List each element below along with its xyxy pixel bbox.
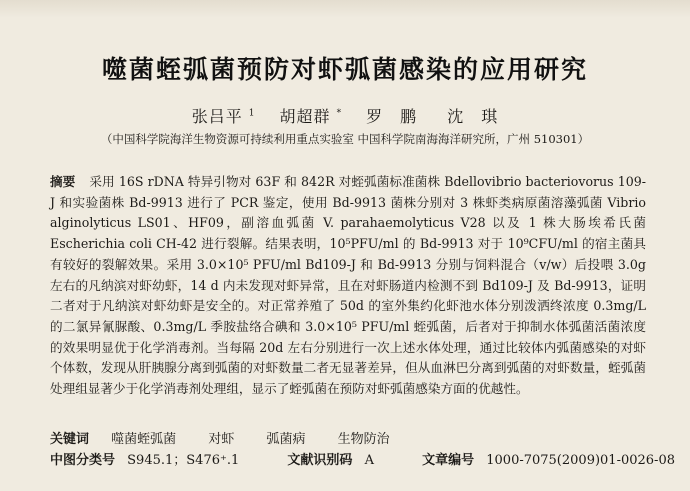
article-no-value: 1000-7075(2009)01-0026-08: [486, 453, 675, 468]
abstract: [50, 172, 646, 400]
author: 张吕平 $^1$: [191, 107, 256, 126]
author: 罗 鹏: [366, 107, 418, 126]
author: 胡超群 *: [279, 107, 343, 126]
paper-title: 噬菌蛭弧菌预防对虾弧菌感染的应用研究: [101, 55, 588, 84]
author: 沈 琪: [447, 107, 499, 126]
keywords-label: 关键词: [50, 432, 90, 447]
author-list: [0, 104, 690, 127]
article-no-label: 文章编号: [422, 453, 475, 468]
abstract-label: 摘要: [50, 174, 76, 189]
classification-line: [50, 449, 675, 468]
abstract-text: 采用 16S rDNA 特异引物对 63F 和 842R 对蛭弧菌标准菌株 Bdellovibrio bacteriovorus 109-J 和实验菌株 Bd-9913 进行了 PCR 鉴定，使用 Bd-9913 菌株分别对 3 株虾类病原菌溶藻弧菌 Vibrio alginolyticus LS01、HF09，副溶血弧菌 V. parahaemolyticus V28 以及 1 株大肠埃希氏菌 Escherichia coli CH-42 进行裂解。结果表明，10⁵PFU/ml 的 Bd-9913 对于 10⁹CFU/ml 的宿主菌具有较好的裂解效果。采用 3.0×10⁵ PFU/ml Bd109-J 和 Bd-9913 分别与饲料混合（v/w）后投喂 3.0g 左右的凡纳滨对虾幼虾，14 d 内未发现对虾异常，且在对虾肠道内检测不到 Bd109-J 及 Bd-9913，证明二者对于凡纳滨对虾幼虾是安全的。对正常养殖了 50d 的室外集约化虾池水体分别泼洒终浓度 0.3mg/L 的二氯异氰脲酸、0.3mg/L 季胺盐络合碘和 3.0×10⁵ PFU/ml 蛭弧菌，后者对于抑制水体弧菌活菌浓度的效果明显优于化学消毒剂。当每隔 20d 左右分别进行一次上述水体处理，通过比较体内弧菌感染的对虾个体数，发现从肝胰腺分离到弧菌的对虾数量二者无显著差异，但从血淋巴分离到弧菌的对虾数量，蛭弧菌处理组显著少于化学消毒剂处理组，显示了蛭弧菌在预防对虾弧菌感染方面的优越性。: [50, 174, 647, 397]
keyword: 对虾: [208, 432, 235, 447]
clc-value: S945.1；S476⁺.1: [127, 453, 240, 468]
keywords: [50, 428, 650, 447]
scan-shadow: [0, 0, 690, 18]
keyword: 生物防治: [337, 432, 390, 447]
doc-code-value: A: [364, 453, 374, 468]
keyword: 噬菌蛭弧菌: [111, 432, 177, 447]
doc-code-label: 文献识别码: [287, 453, 353, 468]
clc-label: 中图分类号: [50, 453, 116, 468]
affiliation: （中国科学院海洋生物资源可持续利用重点实验室 中国科学院南海海洋研究所，广州 510301）: [100, 132, 590, 146]
keyword: 弧菌病: [266, 432, 306, 447]
